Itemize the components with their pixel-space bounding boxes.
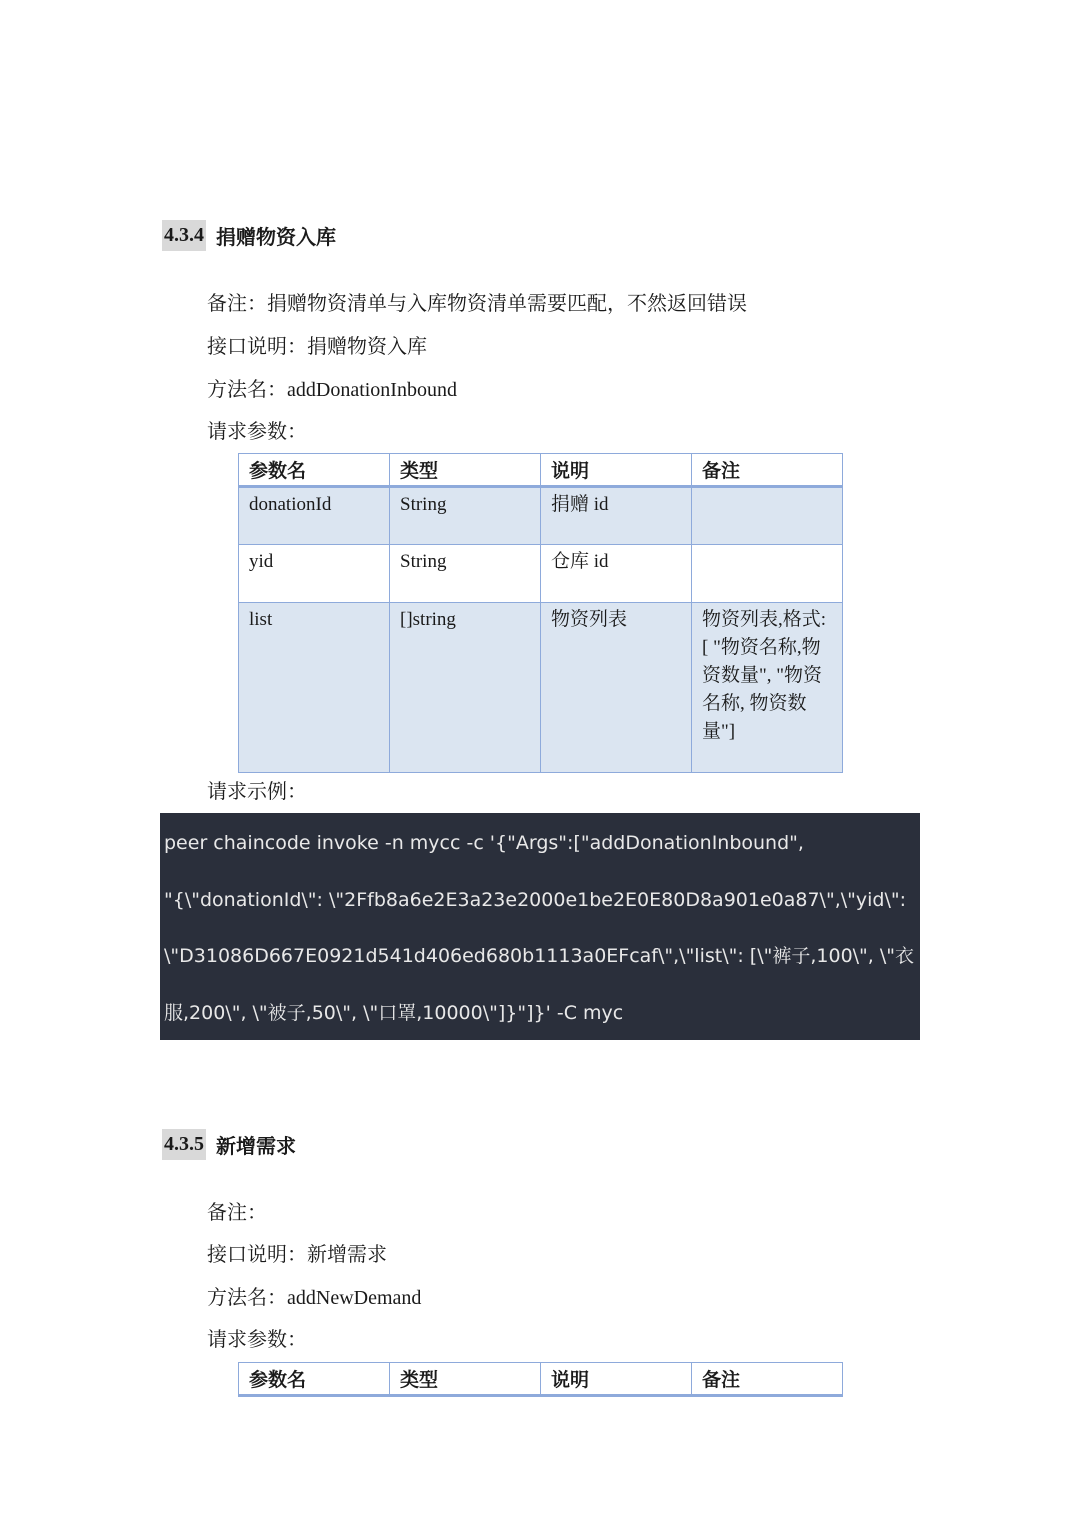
method-label: 方法名： xyxy=(207,379,287,401)
request-params-label: 请求参数： xyxy=(207,1329,307,1351)
table-cell: list xyxy=(239,603,390,773)
code-line: peer chaincode invoke -n mycc -c '{"Args":["addDonationInbound", xyxy=(164,832,804,854)
table-cell: 物资列表,格式:[ "物资名称,物资数量", "物资名称, 物资数量"] xyxy=(692,603,843,773)
table-cell: String xyxy=(390,545,541,603)
header-param-name: 参数名 xyxy=(239,454,390,487)
section-number: 4.3.5 xyxy=(162,1129,206,1160)
note-text: 备注：捐赠物资清单与入库物资清单需要匹配，不然返回错误 xyxy=(207,293,747,315)
table-cell xyxy=(692,545,843,603)
request-params-table xyxy=(238,453,843,773)
request-params-table-2 xyxy=(238,1362,843,1397)
table-header-row xyxy=(239,1363,843,1396)
table-cell: []string xyxy=(390,603,541,773)
table-cell: donationId xyxy=(239,487,390,545)
table-cell xyxy=(692,487,843,545)
table-cell: yid xyxy=(239,545,390,603)
request-params-label: 请求参数： xyxy=(207,421,307,443)
header-remark: 备注 xyxy=(692,454,843,487)
method-name: addNewDemand xyxy=(287,1287,422,1309)
method-name-line xyxy=(207,1284,421,1312)
method-name-line xyxy=(207,376,457,404)
header-type: 类型 xyxy=(390,454,541,487)
section-heading-4-3-5 xyxy=(162,1127,296,1161)
section-title: 新增需求 xyxy=(216,1135,296,1158)
code-line: "{\"donationId\": \"2Ffb8a6e2E3a23e2000e1be2E0E80D8a901e0a87\",\"yid\": xyxy=(164,888,907,911)
section-heading-4-3-4 xyxy=(162,218,336,252)
section-title: 捐赠物资入库 xyxy=(216,226,336,249)
method-label: 方法名： xyxy=(207,1287,287,1309)
table-row xyxy=(239,487,843,545)
table-header-row xyxy=(239,454,843,487)
interface-description: 接口说明：新增需求 xyxy=(207,1244,387,1266)
header-type: 类型 xyxy=(390,1363,541,1396)
interface-description: 接口说明：捐赠物资入库 xyxy=(207,336,427,358)
table-row xyxy=(239,545,843,603)
table-cell: 仓库 id xyxy=(541,545,692,603)
header-description: 说明 xyxy=(541,1363,692,1396)
table-row xyxy=(239,603,843,773)
header-remark: 备注 xyxy=(692,1363,843,1396)
code-block xyxy=(160,813,920,1040)
note-text: 备注： xyxy=(207,1202,267,1224)
code-line: \"D31086D667E0921d541d406ed680b1113a0EFcaf\",\"list\": [\"裤子,100\", \"衣 xyxy=(164,945,915,967)
table-cell: 捐赠 id xyxy=(541,487,692,545)
table-cell: String xyxy=(390,487,541,545)
request-example-label: 请求示例： xyxy=(207,781,307,803)
section-number: 4.3.4 xyxy=(162,220,206,251)
table-cell: 物资列表 xyxy=(541,603,692,773)
method-name: addDonationInbound xyxy=(287,379,457,401)
code-line: 服,200\", \"被子,50\", \"口罩,10000\"]}"]}' -C myc xyxy=(164,1001,624,1024)
header-description: 说明 xyxy=(541,454,692,487)
header-param-name: 参数名 xyxy=(239,1363,390,1396)
